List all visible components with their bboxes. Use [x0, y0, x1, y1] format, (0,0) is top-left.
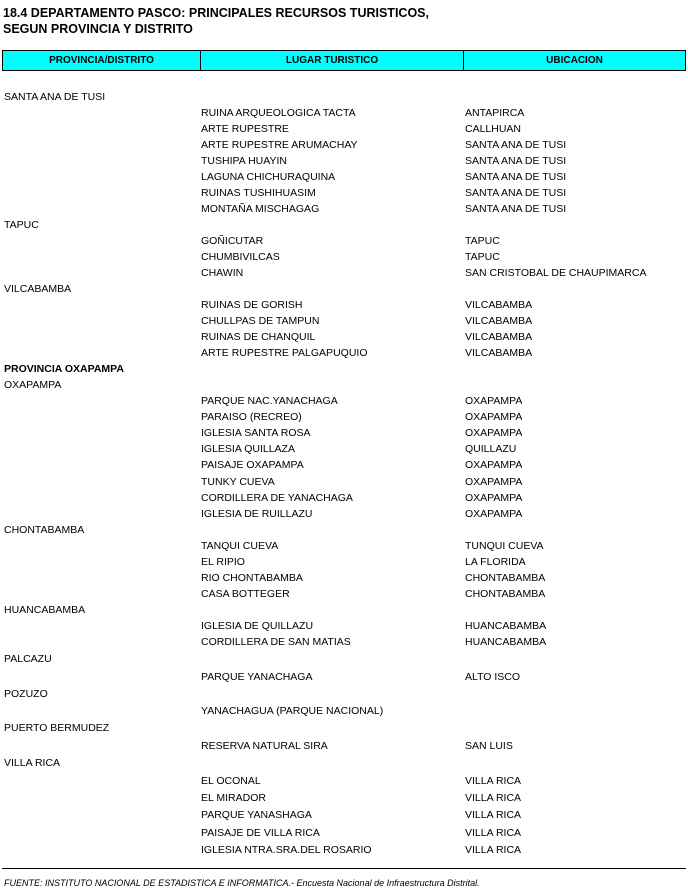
ubicacion-cell: ALTO ISCO: [465, 671, 521, 683]
ubicacion-cell: TUNQUI CUEVA: [465, 540, 544, 552]
ubicacion-cell: QUILLAZU: [465, 443, 517, 455]
footer-divider: [2, 868, 686, 869]
table-row: [0, 619, 688, 634]
table-row: [0, 426, 688, 441]
title-line-1: 18.4 DEPARTAMENTO PASCO: PRINCIPALES RECURSOS TURISTICOS,: [3, 6, 429, 20]
district-name: PALCAZU: [4, 653, 52, 665]
ubicacion-cell: OXAPAMPA: [465, 395, 523, 407]
ubicacion-cell: SANTA ANA DE TUSI: [465, 155, 567, 167]
ubicacion-cell: VILLA RICA: [465, 844, 522, 856]
ubicacion-cell: LA FLORIDA: [465, 556, 526, 568]
lugar-turistico-cell: PARAISO (RECREO): [201, 411, 302, 423]
ubicacion-cell: HUANCABAMBA: [465, 636, 547, 648]
district-row: [0, 756, 688, 771]
lugar-turistico-cell: CORDILLERA DE YANACHAGA: [201, 492, 353, 504]
lugar-turistico-cell: PAISAJE OXAPAMPA: [201, 459, 304, 471]
lugar-turistico-cell: CHULLPAS DE TAMPUN: [201, 315, 320, 327]
ubicacion-cell: SANTA ANA DE TUSI: [465, 171, 567, 183]
lugar-turistico-cell: MONTAÑA MISCHAGAG: [201, 203, 320, 215]
lugar-turistico-cell: CORDILLERA DE SAN MATIAS: [201, 636, 351, 648]
table-row: [0, 442, 688, 457]
district-row: [0, 218, 688, 233]
ubicacion-cell: CHONTABAMBA: [465, 588, 546, 600]
province-name: PROVINCIA OXAPAMPA: [4, 363, 124, 375]
header-ubicacion: UBICACION: [546, 55, 603, 66]
district-name: HUANCABAMBA: [4, 604, 86, 616]
ubicacion-cell: OXAPAMPA: [465, 411, 523, 423]
province-heading-row: [0, 362, 688, 377]
table-row: [0, 635, 688, 650]
lugar-turistico-cell: PAISAJE DE VILLA RICA: [201, 827, 320, 839]
district-name: OXAPAMPA: [4, 379, 62, 391]
ubicacion-cell: OXAPAMPA: [465, 476, 523, 488]
table-row: [0, 458, 688, 473]
lugar-turistico-cell: CASA BOTTEGER: [201, 588, 290, 600]
ubicacion-cell: ANTAPIRCA: [465, 107, 525, 119]
lugar-turistico-cell: CHAWIN: [201, 267, 244, 279]
ubicacion-cell: TAPUC: [465, 251, 500, 263]
table-row: [0, 491, 688, 506]
ubicacion-cell: SAN LUIS: [465, 740, 513, 752]
district-row: [0, 603, 688, 618]
lugar-turistico-cell: RUINA ARQUEOLOGICA TACTA: [201, 107, 356, 119]
ubicacion-cell: SANTA ANA DE TUSI: [465, 139, 567, 151]
ubicacion-cell: VILLA RICA: [465, 792, 522, 804]
table-row: [0, 555, 688, 570]
ubicacion-cell: CALLHUAN: [465, 123, 522, 135]
ubicacion-cell: OXAPAMPA: [465, 427, 523, 439]
table-row: [0, 826, 688, 841]
district-name: SANTA ANA DE TUSI: [4, 91, 106, 103]
page-title: [3, 5, 429, 37]
lugar-turistico-cell: PARQUE NAC.YANACHAGA: [201, 395, 338, 407]
ubicacion-cell: SANTA ANA DE TUSI: [465, 187, 567, 199]
lugar-turistico-cell: YANACHAGUA (PARQUE NACIONAL): [201, 705, 384, 717]
district-name: POZUZO: [4, 688, 48, 700]
lugar-turistico-cell: ARTE RUPESTRE: [201, 123, 289, 135]
district-row: [0, 721, 688, 736]
ubicacion-cell: OXAPAMPA: [465, 508, 523, 520]
lugar-turistico-cell: EL OCONAL: [201, 775, 261, 787]
lugar-turistico-cell: RESERVA NATURAL SIRA: [201, 740, 328, 752]
table-row: [0, 298, 688, 313]
lugar-turistico-cell: PARQUE YANASHAGA: [201, 809, 312, 821]
table-row: [0, 106, 688, 121]
lugar-turistico-cell: RIO CHONTABAMBA: [201, 572, 303, 584]
table-row: [0, 475, 688, 490]
table-row: [0, 410, 688, 425]
table-row: [0, 571, 688, 586]
lugar-turistico-cell: EL RIPIO: [201, 556, 245, 568]
table-row: [0, 704, 688, 719]
header-provincia-distrito: PROVINCIA/DISTRITO: [3, 51, 201, 70]
district-name: TAPUC: [4, 219, 39, 231]
district-row: [0, 687, 688, 702]
ubicacion-cell: SANTA ANA DE TUSI: [465, 203, 567, 215]
lugar-turistico-cell: RUINAS TUSHIHUASIM: [201, 187, 316, 199]
ubicacion-cell: VILCABAMBA: [465, 331, 533, 343]
ubicacion-cell: CHONTABAMBA: [465, 572, 546, 584]
district-name: VILLA RICA: [4, 757, 61, 769]
source-note: FUENTE: INSTITUTO NACIONAL DE ESTADISTICA E INFORMATICA.- Encuesta Nacional de Infraestructura Distrital.: [4, 878, 480, 888]
table-row: [0, 791, 688, 806]
table-row: [0, 202, 688, 217]
table-row: [0, 843, 688, 858]
lugar-turistico-cell: LAGUNA CHICHURAQUINA: [201, 171, 336, 183]
lugar-turistico-cell: GOÑICUTAR: [201, 235, 264, 247]
table-row: [0, 507, 688, 522]
district-row: [0, 282, 688, 297]
lugar-turistico-cell: IGLESIA DE RUILLAZU: [201, 508, 313, 520]
table-row: [0, 330, 688, 345]
district-name: CHONTABAMBA: [4, 524, 85, 536]
lugar-turistico-cell: RUINAS DE GORISH: [201, 299, 303, 311]
table-row: [0, 808, 688, 823]
lugar-turistico-cell: RUINAS DE CHANQUIL: [201, 331, 316, 343]
table-row: [0, 670, 688, 685]
ubicacion-cell: VILCABAMBA: [465, 347, 533, 359]
lugar-turistico-cell: TUSHIPA HUAYIN: [201, 155, 287, 167]
lugar-turistico-cell: TANQUI CUEVA: [201, 540, 279, 552]
title-line-2: SEGUN PROVINCIA Y DISTRITO: [3, 22, 193, 36]
table-row: [0, 739, 688, 754]
lugar-turistico-cell: IGLESIA DE QUILLAZU: [201, 620, 314, 632]
lugar-turistico-cell: ARTE RUPESTRE PALGAPUQUIO: [201, 347, 368, 359]
lugar-turistico-cell: PARQUE YANACHAGA: [201, 671, 313, 683]
table-row: [0, 234, 688, 249]
ubicacion-cell: VILCABAMBA: [465, 299, 533, 311]
lugar-turistico-cell: IGLESIA SANTA ROSA: [201, 427, 311, 439]
ubicacion-cell: TAPUC: [465, 235, 500, 247]
table-row: [0, 774, 688, 789]
table-row: [0, 346, 688, 361]
ubicacion-cell: OXAPAMPA: [465, 492, 523, 504]
district-row: [0, 90, 688, 105]
lugar-turistico-cell: CHUMBIVILCAS: [201, 251, 280, 263]
lugar-turistico-cell: EL MIRADOR: [201, 792, 266, 804]
table-row: [0, 122, 688, 137]
district-name: PUERTO BERMUDEZ: [4, 722, 110, 734]
district-row: [0, 523, 688, 538]
ubicacion-cell: HUANCABAMBA: [465, 620, 547, 632]
ubicacion-cell: VILLA RICA: [465, 775, 522, 787]
ubicacion-cell: OXAPAMPA: [465, 459, 523, 471]
table-header: [2, 50, 686, 71]
district-row: [0, 378, 688, 393]
ubicacion-cell: VILCABAMBA: [465, 315, 533, 327]
table-row: [0, 250, 688, 265]
lugar-turistico-cell: IGLESIA NTRA.SRA.DEL ROSARIO: [201, 844, 372, 856]
lugar-turistico-cell: IGLESIA QUILLAZA: [201, 443, 295, 455]
table-row: [0, 154, 688, 169]
district-name: VILCABAMBA: [4, 283, 72, 295]
table-row: [0, 587, 688, 602]
table-row: [0, 314, 688, 329]
table-row: [0, 186, 688, 201]
ubicacion-cell: SAN CRISTOBAL DE CHAUPIMARCA: [465, 267, 647, 279]
table-row: [0, 266, 688, 281]
table-row: [0, 138, 688, 153]
ubicacion-cell: VILLA RICA: [465, 809, 522, 821]
ubicacion-cell: VILLA RICA: [465, 827, 522, 839]
lugar-turistico-cell: ARTE RUPESTRE ARUMACHAY: [201, 139, 358, 151]
header-lugar-turistico: LUGAR TURISTICO: [201, 51, 464, 70]
table-row: [0, 394, 688, 409]
district-row: [0, 652, 688, 667]
table-row: [0, 539, 688, 554]
table-row: [0, 170, 688, 185]
lugar-turistico-cell: TUNKY CUEVA: [201, 476, 275, 488]
